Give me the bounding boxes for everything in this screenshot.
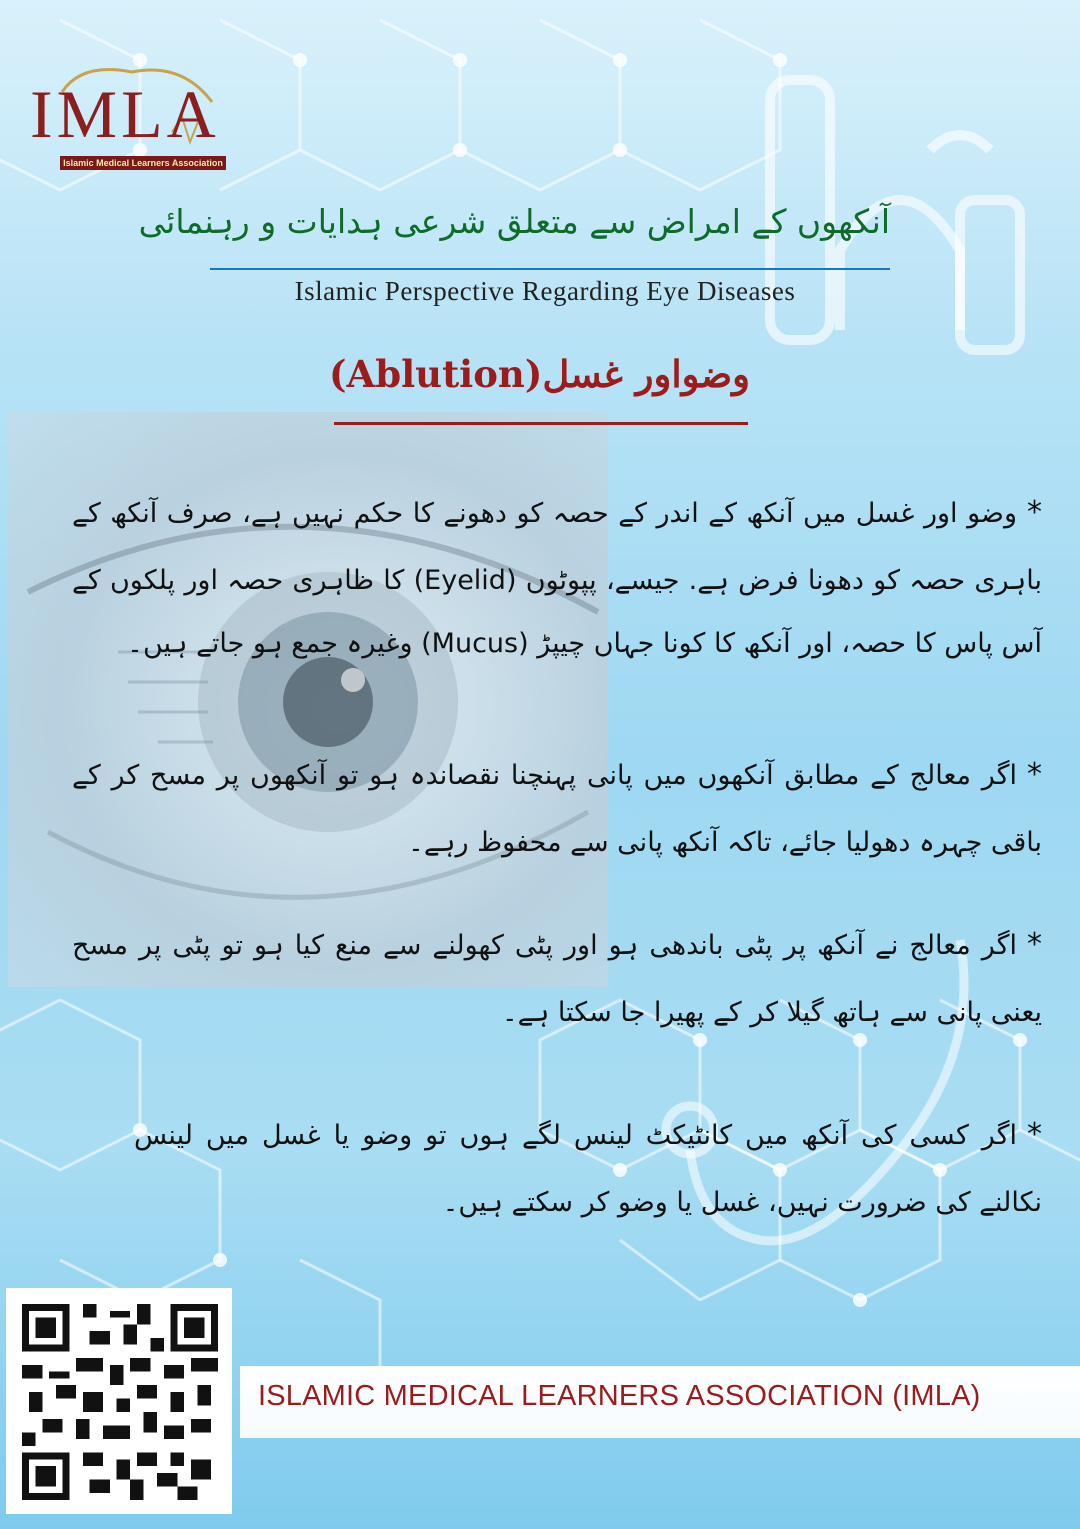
bullet-item bbox=[72, 910, 1042, 1044]
bullet-item bbox=[72, 740, 1042, 874]
bullet-item bbox=[134, 1100, 1042, 1234]
bullet-item bbox=[72, 478, 1042, 675]
english-page-title: Islamic Perspective Regarding Eye Diseases bbox=[294, 276, 796, 306]
heading-underline bbox=[334, 422, 748, 425]
title-divider bbox=[210, 268, 890, 270]
urdu-page-title: آنکھوں کے امراض سے متعلق شرعی ہدایات و رہنمائی bbox=[138, 202, 890, 241]
logo-subtitle: Islamic Medical Learners Association bbox=[60, 156, 226, 170]
section-heading: وضواور غسل(Ablution) bbox=[329, 352, 750, 396]
bullet-star-icon: * bbox=[1027, 757, 1042, 792]
footer-organization: ISLAMIC MEDICAL LEARNERS ASSOCIATION (IMLA) bbox=[258, 1380, 981, 1412]
bullet-text: وضو اور غسل میں آنکھ کے اندر کے حصہ کو دھونے کا حکم نہیں ہے، صرف آنکھ کے باہری حصہ کو دھونا فرض ہے. جیسے، پپوٹوں (Eyelid) کا ظاہری حصہ اور پلکوں کے آس پاس کا حصہ، اور آنکھ کا کونا جہاں چیپڑ (Mucus) وغیرہ جمع ہو جاتے ہیں۔ bbox=[72, 498, 1042, 659]
bullet-star-icon: * bbox=[1027, 495, 1042, 530]
bullet-text: اگر کسی کی آنکھ میں کانٹیکٹ لینس لگے ہوں تو وضو یا غسل میں لینس نکالنے کی ضرورت نہیں، غسل یا وضو کر سکتے ہیں۔ bbox=[134, 1120, 1042, 1218]
bullet-star-icon: * bbox=[1027, 1117, 1042, 1152]
qr-code-icon[interactable] bbox=[22, 1304, 218, 1500]
logo-letters: IMLA bbox=[30, 76, 220, 152]
bullet-text: اگر معالج کے مطابق آنکھوں میں پانی پہنچنا نقصاندہ ہو تو آنکھوں پر مسح کر کے باقی چہرہ دھولیا جائے، تاکہ آنکھ پانی سے محفوظ رہے۔ bbox=[72, 760, 1042, 858]
bullet-star-icon: * bbox=[1027, 927, 1042, 962]
bullet-text: اگر معالج نے آنکھ پر پٹی باندھی ہو اور پٹی کھولنے سے منع کیا ہو تو پٹی پر مسح یعنی پانی سے ہاتھ گیلا کر کے پھیرا جا سکتا ہے۔ bbox=[72, 930, 1042, 1028]
